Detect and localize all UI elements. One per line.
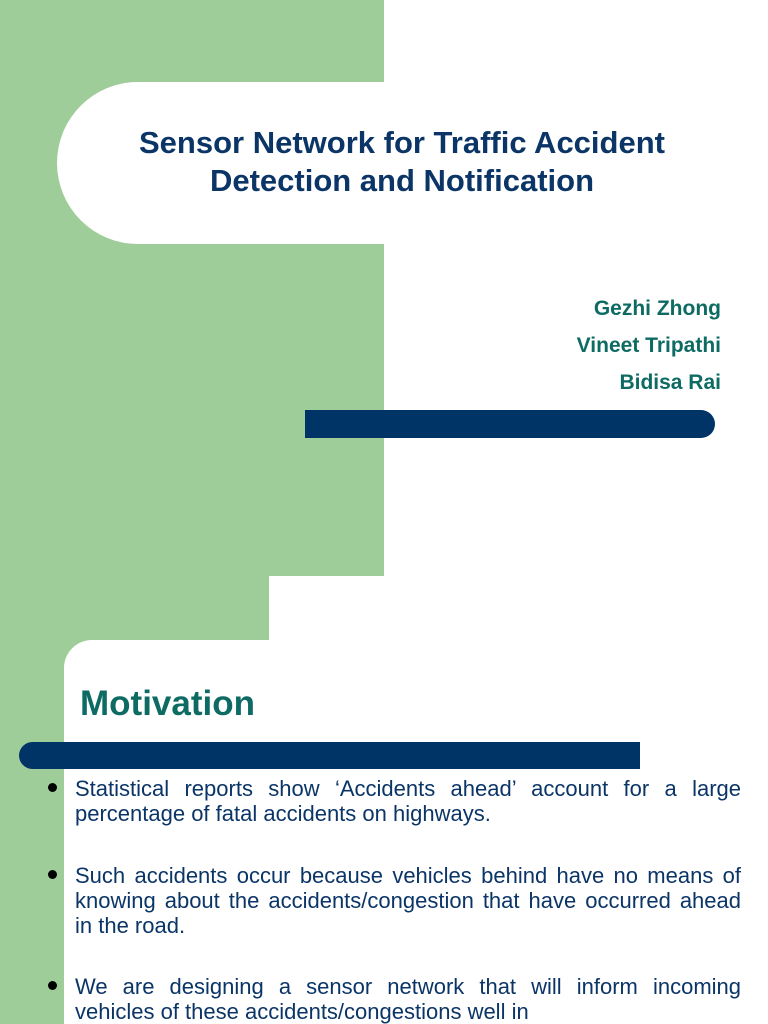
- bullet-text: Statistical reports show ‘Accidents ahead’ account for a large percentage of fatal accidents on highways.: [75, 776, 741, 826]
- bullet-text: We are designing a sensor network that will inform incoming vehicles of these accidents/congestions well in: [75, 974, 741, 1024]
- bullet-dot-icon: [48, 870, 57, 879]
- bullet-dot-icon: [48, 981, 57, 990]
- author-name: Gezhi Zhong: [593, 297, 721, 320]
- bullet-dot-icon: [48, 783, 57, 792]
- author-name: Bidisa Rai: [619, 371, 721, 394]
- bullet-text: Such accidents occur because vehicles behind have no means of knowing about the accidents/congestion that have occurred ahead in the road.: [75, 863, 741, 938]
- slide-heading: Motivation: [80, 684, 255, 723]
- decorative-bar: [19, 742, 640, 769]
- author-list: [577, 290, 721, 401]
- author-name: Vineet Tripathi: [576, 334, 721, 357]
- slide-title: Sensor Network for Traffic Accident Detection and Notification: [139, 125, 665, 198]
- green-side-strip: [0, 576, 64, 1024]
- decorative-bar: [305, 410, 715, 438]
